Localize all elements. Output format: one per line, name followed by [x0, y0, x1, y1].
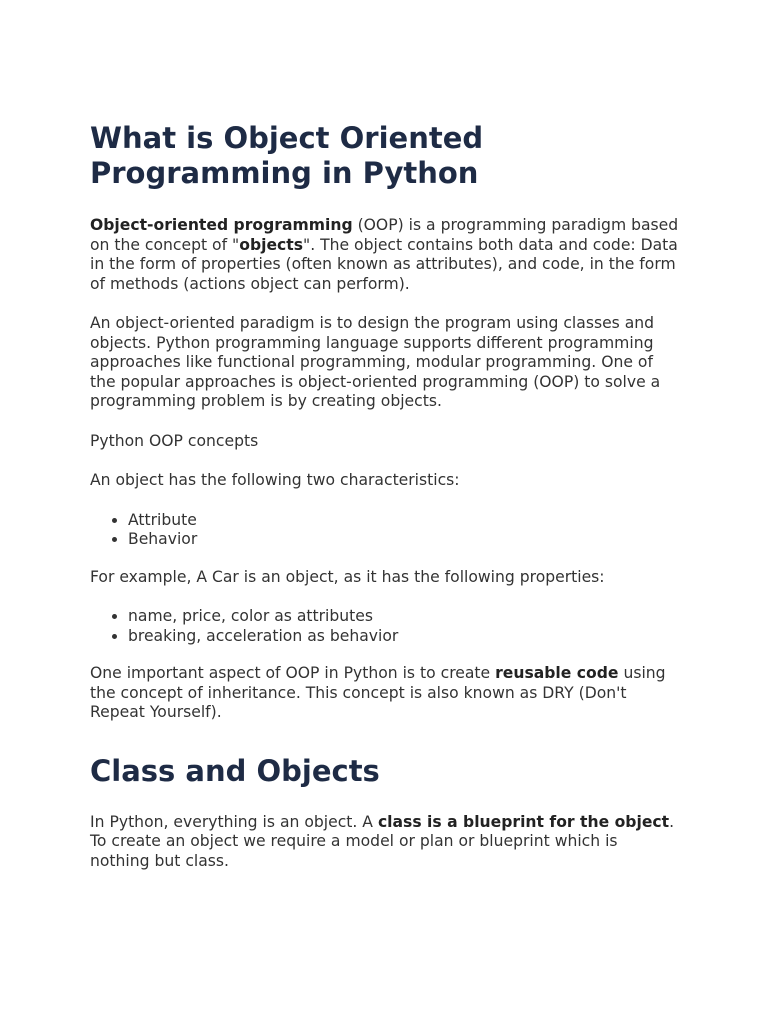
paradigm-paragraph: An object-oriented paradigm is to design the program using classes and objects. Python programming language supports different programming approaches like functional programming, modular programming. One of the popular approaches is object-oriented programming (OOP) to solve a programming problem is by creating objects. [90, 314, 661, 410]
concepts-heading: Python OOP concepts [90, 431, 259, 450]
class-text-1: In Python, everything is an object. A [90, 812, 378, 831]
list-item: • Behavior [128, 530, 680, 550]
class-text-2: . To create an object we require a model or plan or blueprint which is nothing but class. [90, 812, 675, 870]
list-item: • name, price, color as attributes [128, 607, 680, 627]
article [90, 121, 680, 871]
list-item: • breaking, acceleration as behavior [128, 627, 680, 647]
reusable-code-term: reusable code [495, 664, 619, 682]
class-blueprint-term: class is a blueprint for the object [377, 812, 670, 831]
example-intro: For example, A Car is an object, as it has the following properties: [90, 567, 605, 586]
intro-text-2: ". The object contains both data and code: Data in the form of properties (often known as attributes), and code, in the form of methods (actions object can perform). [90, 235, 678, 293]
example-list [90, 607, 680, 646]
objects-term: objects [239, 235, 304, 254]
class-paragraph [90, 813, 680, 872]
list-item: • Attribute [128, 511, 680, 531]
intro-text-1: (OOP) is a programming paradigm based on the concept of " [90, 216, 679, 254]
reuse-paragraph [90, 664, 680, 723]
section-title-class-objects: Class and Objects [90, 753, 380, 788]
reuse-text-2: using the concept of inheritance. This concept is also known as DRY (Don't Repeat Yourself). [90, 664, 666, 721]
reuse-text-1: One important aspect of OOP in Python is to create [90, 664, 496, 682]
intro-paragraph [90, 216, 680, 294]
oop-term: Object-oriented programming [90, 216, 353, 234]
page-title: What is Object Oriented Programming in Python [90, 121, 484, 190]
characteristics-intro: An object has the following two characteristics: [90, 471, 460, 489]
characteristics-list [90, 511, 680, 550]
